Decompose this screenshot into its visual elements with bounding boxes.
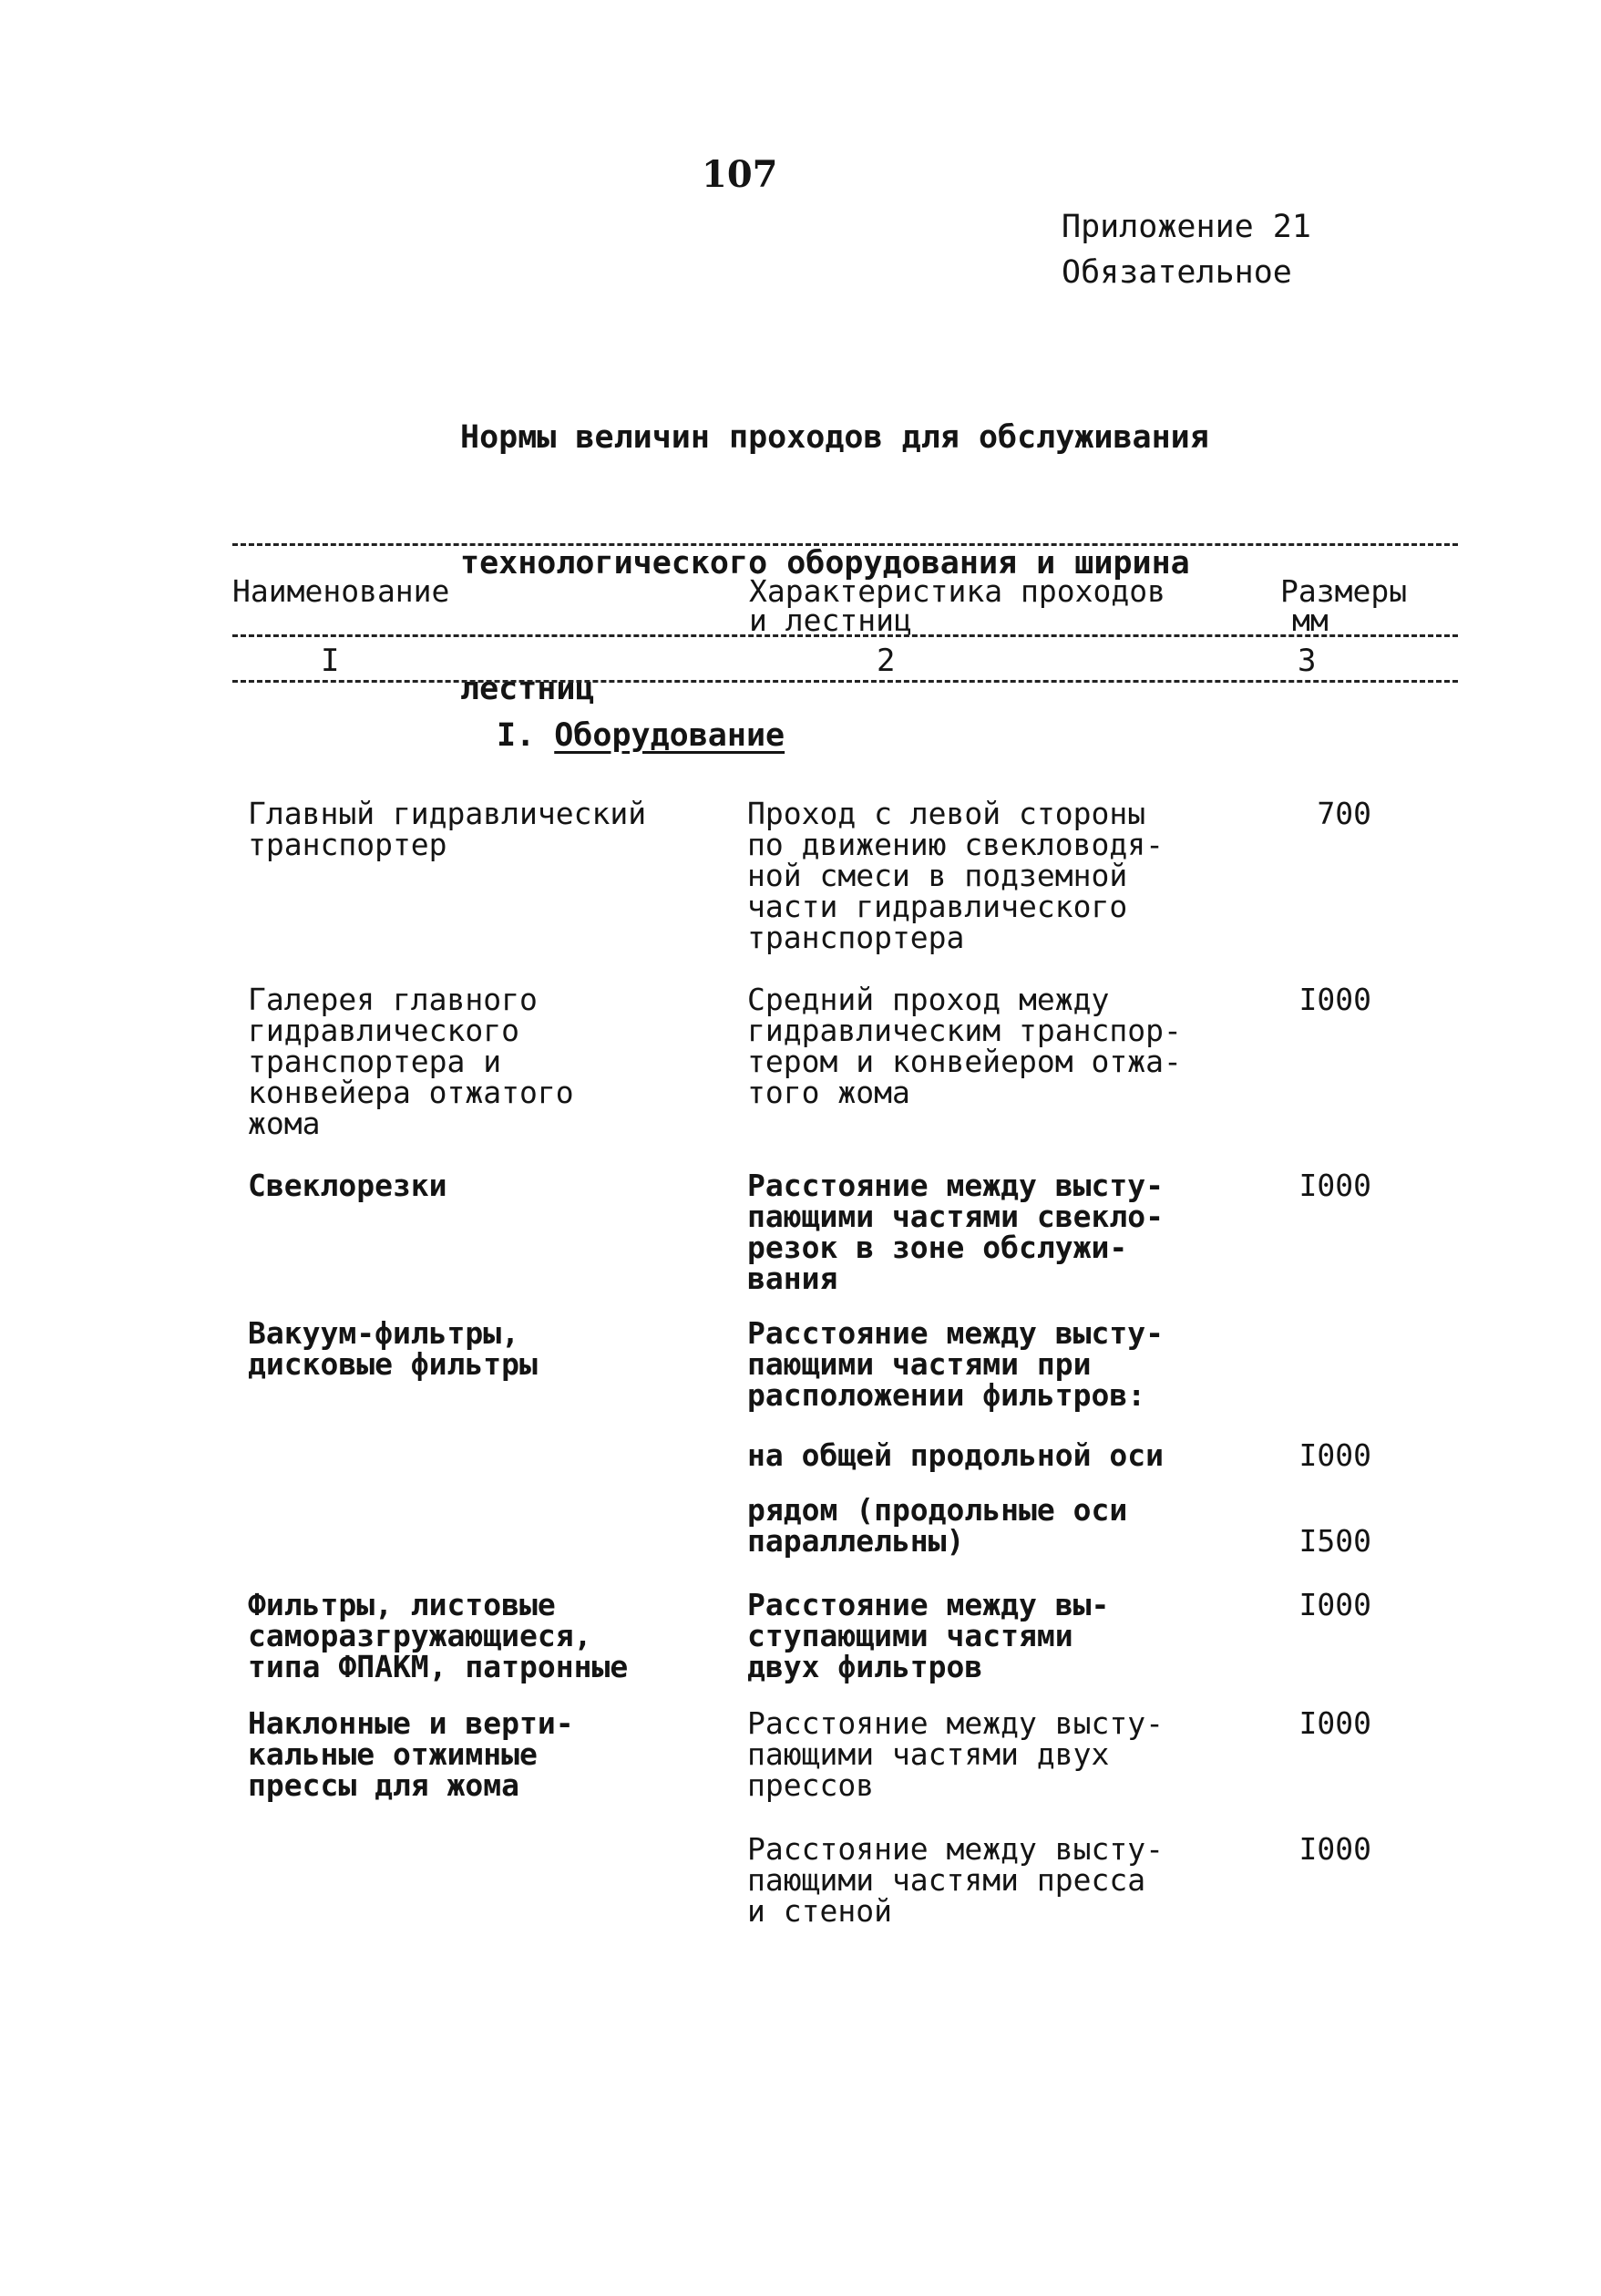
table-top-rule bbox=[232, 543, 1458, 546]
row-size: I000 bbox=[1298, 982, 1371, 1017]
row-size: I000 bbox=[1298, 1705, 1371, 1741]
row-description: Расстояние между высту- пающими частями при расположении фильтров: bbox=[747, 1315, 1164, 1413]
section-heading bbox=[497, 717, 785, 754]
row-size: I000 bbox=[1298, 1587, 1371, 1622]
document-title bbox=[460, 333, 1209, 752]
header-name: Наименование bbox=[232, 573, 450, 609]
row-description: Расстояние между высту- пающими частями двух прессов bbox=[747, 1705, 1164, 1803]
row-name: Свеклорезки bbox=[248, 1168, 447, 1203]
title-line: технологического оборудования и ширина bbox=[460, 545, 1190, 582]
column-number: I bbox=[321, 643, 340, 679]
row-name: Галерея главного гидравлического транспортера и конвейера отжатого жома bbox=[248, 982, 574, 1141]
row-size: I000 bbox=[1298, 1437, 1371, 1473]
row-description: Расстояние между высту- пающими частями пресса и стеной bbox=[747, 1831, 1164, 1929]
row-description: Расстояние между высту- пающими частями свекло- резок в зоне обслужи- вания bbox=[747, 1168, 1164, 1296]
row-name: Фильтры, листовые саморазгружающиеся, типа ФПАКМ, патронные bbox=[248, 1587, 629, 1684]
header-size: Размеры bbox=[1280, 573, 1408, 609]
row-description: на общей продольной оси bbox=[747, 1437, 1164, 1473]
row-description: рядом (продольные оси параллельны) bbox=[747, 1492, 1128, 1559]
header-rule bbox=[232, 634, 1458, 637]
page-number: 107 bbox=[702, 153, 778, 196]
header-size-unit: мм bbox=[1292, 602, 1329, 638]
row-size: I500 bbox=[1298, 1523, 1371, 1559]
row-name: Главный гидравлический транспортер bbox=[248, 796, 647, 862]
column-number: 2 bbox=[877, 643, 896, 679]
header-characteristic-cont: и лестниц bbox=[749, 602, 912, 638]
row-size: 700 bbox=[1317, 796, 1371, 831]
section-title: Оборудование bbox=[554, 717, 785, 754]
title-line: лестниц bbox=[460, 671, 595, 707]
column-number-rule bbox=[232, 680, 1458, 683]
column-number: 3 bbox=[1298, 643, 1317, 679]
header-characteristic: Характеристика проходов bbox=[749, 573, 1165, 609]
row-name: Наклонные и верти- кальные отжимные прессы для жома bbox=[248, 1705, 574, 1803]
row-size: I000 bbox=[1298, 1168, 1371, 1203]
title-line: Нормы величин проходов для обслуживания bbox=[460, 419, 1209, 456]
row-description: Расстояние между вы- ступающими частями двух фильтров bbox=[747, 1587, 1110, 1684]
appendix-status: Обязательное bbox=[1062, 254, 1292, 291]
row-description: Проход с левой стороны по движению свекловодя- ной смеси в подземной части гидравлического транспортера bbox=[747, 796, 1164, 955]
row-size: I000 bbox=[1298, 1831, 1371, 1867]
row-description: Средний проход между гидравлическим транспор- тером и конвейером отжа- того жома bbox=[747, 982, 1182, 1110]
appendix-label: Приложение 21 bbox=[1062, 209, 1311, 245]
row-name: Вакуум-фильтры, дисковые фильтры bbox=[248, 1315, 538, 1382]
section-number: I. bbox=[497, 717, 536, 754]
